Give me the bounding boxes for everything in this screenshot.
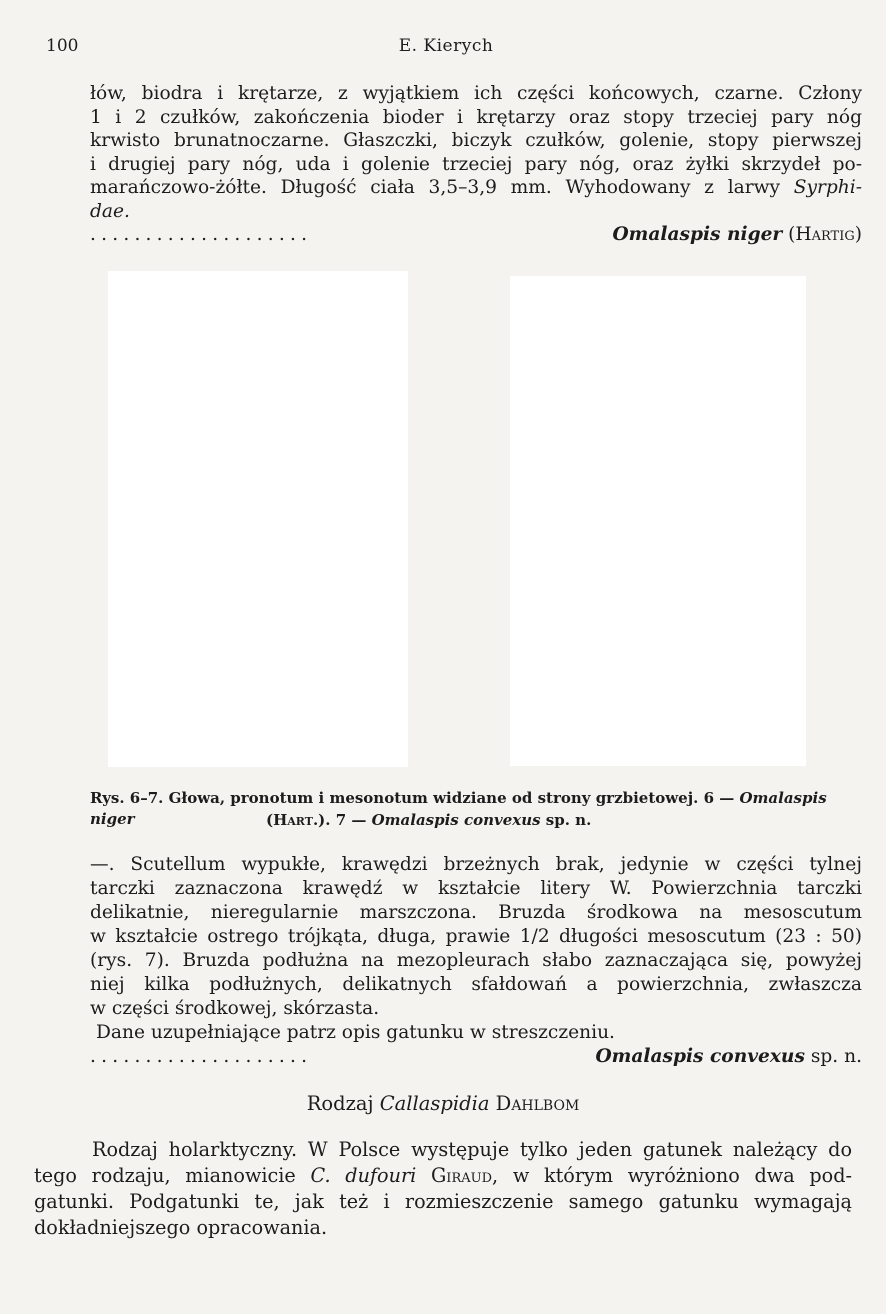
taxon-name: dae. — [90, 200, 130, 222]
text-line: niej kilka podłużnych, delikatnych sfałdowań a powierzchnia, zwłaszcza — [90, 974, 862, 995]
text-line: —. Scutellum wypukłe, krawędzi brzeżnych brak, jedynie w części tylnej — [90, 854, 862, 875]
taxon-author: Giraud — [416, 1164, 492, 1187]
taxon-name: Syrphi- — [793, 177, 862, 198]
text-line: (rys. 7). Bruzda podłużna na mezopleurach słabo zaznaczająca się, powyżej — [90, 950, 862, 971]
text-line: łów, biodra i krętarze, z wyjątkiem ich części końcowych, czarne. Człony — [90, 83, 862, 104]
text-line: tarczki zaznaczona krawędź w kształcie litery W. Powierzchnia tarczki — [90, 878, 862, 899]
text-line: i drugiej pary nóg, uda i golenie trzeciej pary nóg, oraz żyłki skrzydeł po- — [90, 153, 862, 175]
figure-7-panel — [510, 276, 806, 766]
text-line: 1 i 2 czułków, zakończenia bioder i krętarzy oraz stopy trzeciej pary nóg — [90, 106, 862, 128]
text-line: marańczowo-żółte. Długość ciała 3,5–3,9 mm. Wyhodowany z larwy Syrphi- — [90, 177, 862, 198]
figure-6-panel — [108, 271, 408, 767]
leader-dots: .................... — [90, 224, 313, 245]
leader-dots: .................... — [90, 1046, 313, 1067]
species-name: Omalaspis niger — [612, 224, 783, 245]
text-line: Dane uzupełniające patrz opis gatunku w streszczeniu. — [96, 1022, 615, 1043]
figure-caption-line: (Hart.). 7 — Omalaspis convexus sp. n. — [266, 811, 592, 829]
running-head: E. Kierych — [398, 36, 494, 56]
species-author: (Hartig) — [788, 224, 862, 245]
genus-author: Dahlbom — [489, 1092, 580, 1115]
figure-caption-line: Rys. 6–7. Głowa, pronotum i mesonotum widziane od strony grzbietowej. 6 — Omalaspis niger — [90, 789, 827, 828]
caption-taxon: Omalaspis niger — [90, 789, 827, 828]
species-key-line — [90, 223, 862, 247]
text-line: tego rodzaju, mianowicie C. dufouri Giraud, w którym wyróżniono dwa pod- — [34, 1164, 852, 1187]
section-heading: Rodzaj Callaspidia Dahlbom — [306, 1092, 580, 1115]
species-suffix: sp. n. — [810, 1046, 862, 1067]
fraction: 1/2 — [519, 926, 550, 947]
species-key-line — [90, 1045, 862, 1069]
text-line: Rodzaj holarktyczny. W Polsce występuje tylko jeden gatunek należący do — [92, 1138, 852, 1161]
genus-name: Callaspidia — [379, 1092, 490, 1115]
taxon-name: C. dufouri — [310, 1164, 417, 1187]
caption-taxon: Omalaspis convexus — [371, 811, 541, 829]
text-line — [90, 200, 862, 224]
text-line: krwisto brunatnoczarne. Głaszczki, biczyk czułków, golenie, stopy pierwszej — [90, 130, 862, 151]
page-number: 100 — [46, 36, 79, 56]
text-line: delikatnie, nieregularnie marszczona. Bruzda środkowa na mesoscutum — [90, 902, 862, 923]
species-name: Omalaspis convexus — [595, 1046, 805, 1067]
page-header — [46, 36, 846, 60]
text-line: w części środkowej, skórzasta. — [90, 998, 380, 1019]
text-line: gatunki. Podgatunki te, jak też i rozmieszczenie samego gatunku wymagają — [34, 1190, 852, 1213]
text-line: dokładniejszego opracowania. — [34, 1216, 328, 1239]
text-line: w kształcie ostrego trójkąta, długa, prawie 1/2 długości mesoscutum (23 : 50) — [90, 926, 862, 947]
